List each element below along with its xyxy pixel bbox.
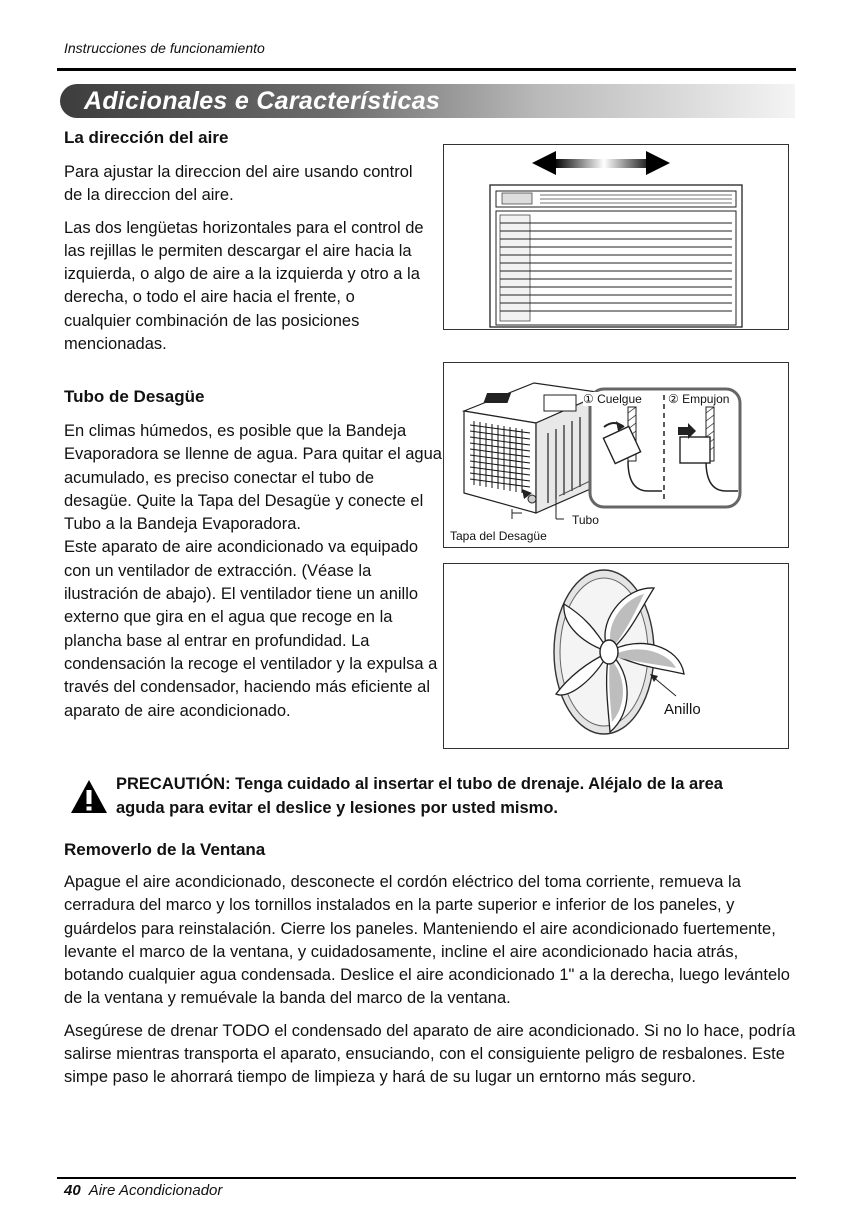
- fan-illustration: [444, 564, 788, 748]
- drain-paragraph-2: Este aparato de aire acondicionado va equipado con un ventilador de extracción. (Véase la ilustración de abajo). El ventilador tiene un anillo externo que gira en el agua que recoge en la plancha base al entrar en profundidad. La condensación la recoge el ventilador y la expulsa a través del condensador, haciendo más eficiente al aparato de aire acondicionado.: [64, 538, 438, 720]
- warning-icon: [70, 779, 108, 814]
- fan-figure: [443, 563, 789, 749]
- air-direction-paragraph-2: Las dos lengüetas horizontales para el control de las rejillas le permiten descargar el aire hacia la izquierda, o algo de aire a la izquierda y otro a la derecha, o todo el aire hacia el frente, o cualquier combinación de las posiciones mencionadas.: [64, 218, 424, 354]
- remove-paragraph-1: Apague el aire acondicionado, desconecte el cordón eléctrico del toma corriente, remueva la cerradura del marco y los tornillos instalados en la parte superior e inferior de los paneles, y guárdelos para reinstalación. Cierre los paneles. Manteniendo el aire acondicionado fuertemente, levante el marco de la ventana, y cuidadosamente, incline el aire acondicionado hacia atrás, botando cualquier agua condensada. Deslice el aire acondicionado 1" a la derecha, luego levántelo de la ventana y remuévale la banda del marco de la ventana.: [64, 873, 790, 1008]
- drain-installation-illustration: [444, 363, 788, 547]
- tube-label: Tubo: [572, 513, 599, 527]
- footer-title: Aire Acondicionador: [88, 1182, 223, 1199]
- drain-heading: Tubo de Desagüe: [64, 387, 205, 406]
- remove-heading: Removerlo de la Ventana: [64, 840, 266, 859]
- caution-text: PRECAUTIÓN: Tenga cuidado al insertar el tubo de drenaje. Aléjalo de la area aguda para evitar el deslice y lesiones por usted mismo.: [116, 775, 723, 817]
- air-direction-heading: La dirección del aire: [64, 128, 229, 147]
- footer: [64, 1182, 222, 1199]
- drain-cap-label: Tapa del Desagüe: [450, 529, 547, 543]
- page-number: 40: [64, 1182, 81, 1199]
- air-conditioner-front-illustration: [444, 145, 788, 329]
- drain-text: [64, 420, 446, 723]
- air-direction-paragraph-1: Para ajustar la direccion del aire usando control de la direccion del aire.: [64, 163, 413, 205]
- step-hang-label: ① Cuelgue: [583, 392, 642, 406]
- air-direction-text: [64, 161, 424, 356]
- footer-rule: [57, 1177, 796, 1179]
- step-push-label: ② Empujon: [668, 392, 730, 406]
- double-arrow-icon: [532, 151, 670, 175]
- drain-tube-figure: [443, 362, 789, 548]
- ring-label: Anillo: [664, 701, 701, 718]
- drain-paragraph-1: En climas húmedos, es posible que la Bandeja Evaporadora se llenne de agua. Para quitar el agua acumulado, es preciso conectar el tubo de desagüe. Quite la Tapa del Desagüe y conecte el Tubo a la Bandeja Evaporadora.: [64, 422, 442, 534]
- air-direction-figure: [443, 144, 789, 330]
- remove-paragraph-2: Asegúrese de drenar TODO el condensado del aparato de aire acondicionado. Si no lo hace, podría salirse mientras transporta el aparato, ensuciando, con el consiguiente peligro de resbalones. Este simpe paso le ahorrará tiempo de limpieza y hará de su lugar un erntorno más seguro.: [64, 1021, 796, 1087]
- page-title: Adicionales e Características: [84, 87, 441, 115]
- remove-text: [64, 871, 796, 1090]
- header-rule: [57, 68, 796, 71]
- running-header: Instrucciones de funcionamiento: [64, 40, 265, 56]
